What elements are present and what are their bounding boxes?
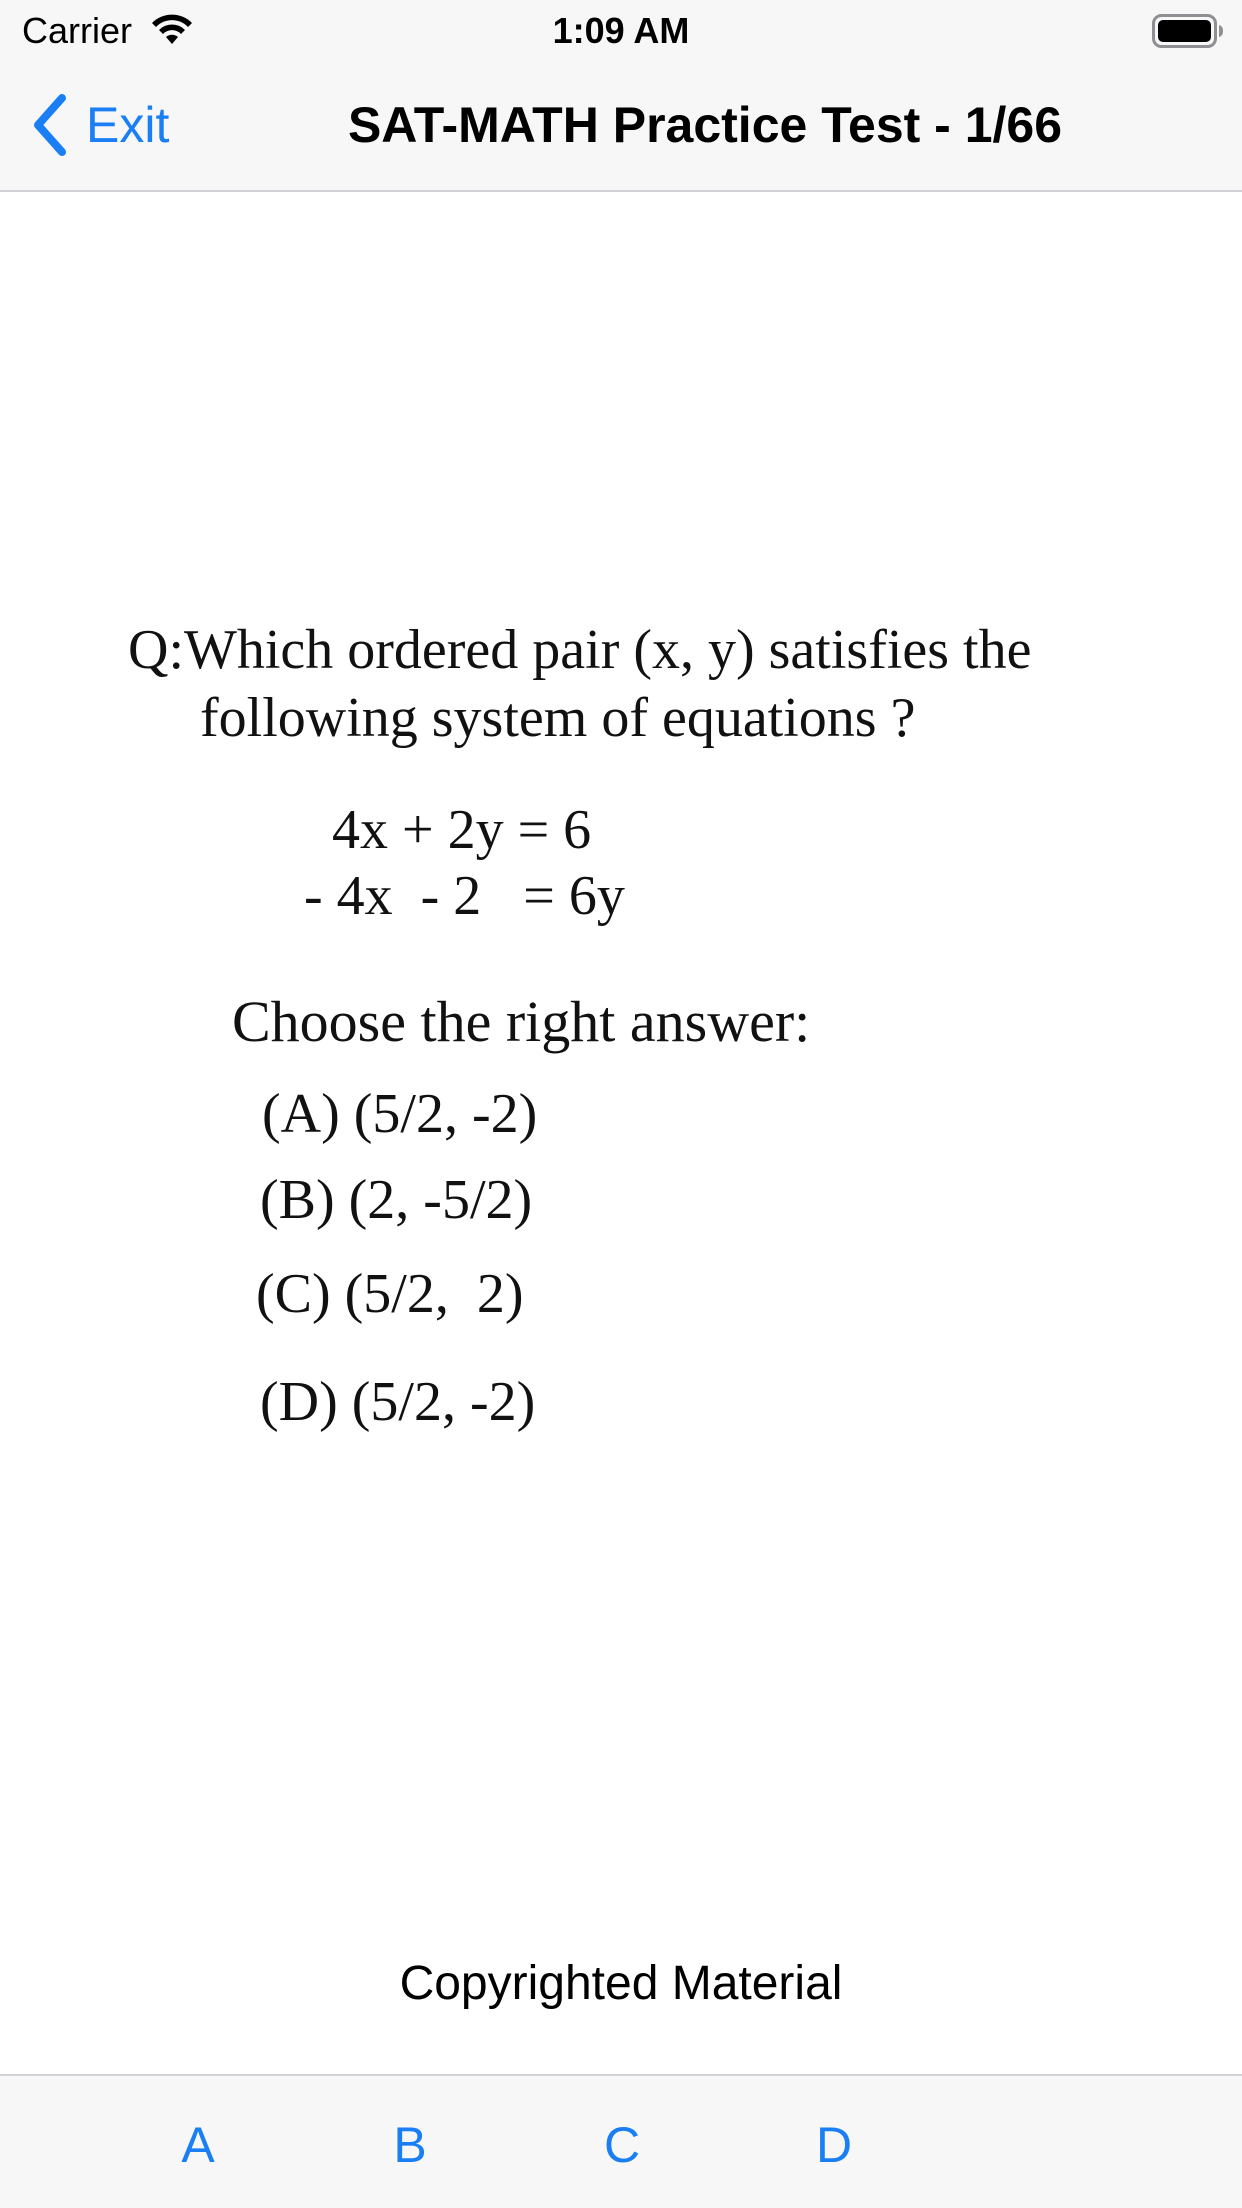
answer-c-button[interactable]: C [603, 2117, 641, 2173]
question-text-line-2: following system of equations ? [200, 687, 916, 749]
answer-toolbar [0, 2074, 1242, 2208]
option-a-text: (A) (5/2, -2) [262, 1083, 538, 1145]
exit-button[interactable] [30, 90, 169, 160]
equation-1: 4x + 2y = 6 [332, 799, 592, 861]
option-b-text: (B) (2, -5/2) [260, 1169, 533, 1231]
clock-label: 1:09 AM [552, 10, 690, 51]
answer-prompt: Choose the right answer: [232, 989, 811, 1054]
option-c-text: (C) (5/2, 2) [256, 1263, 524, 1325]
equation-2: - 4x - 2 = 6y [304, 865, 625, 927]
carrier-label: Carrier [22, 10, 133, 51]
copyright-label: Copyrighted Material [399, 1957, 843, 2010]
answer-d-button[interactable]: D [815, 2117, 853, 2173]
exit-label: Exit [86, 97, 170, 153]
battery-full-icon [1152, 14, 1224, 48]
answer-a-button[interactable]: A [181, 2117, 215, 2173]
answer-b-button[interactable]: B [393, 2117, 427, 2173]
page-title: SAT-MATH Practice Test - 1/66 [347, 97, 1063, 153]
navigation-bar [0, 60, 1242, 192]
chevron-left-icon [30, 92, 70, 158]
status-bar [0, 0, 1242, 60]
option-d-text: (D) (5/2, -2) [260, 1371, 536, 1433]
question-text-line-1: Q:Which ordered pair (x, y) satisfies the [128, 619, 1032, 681]
question-image [0, 192, 1242, 2012]
